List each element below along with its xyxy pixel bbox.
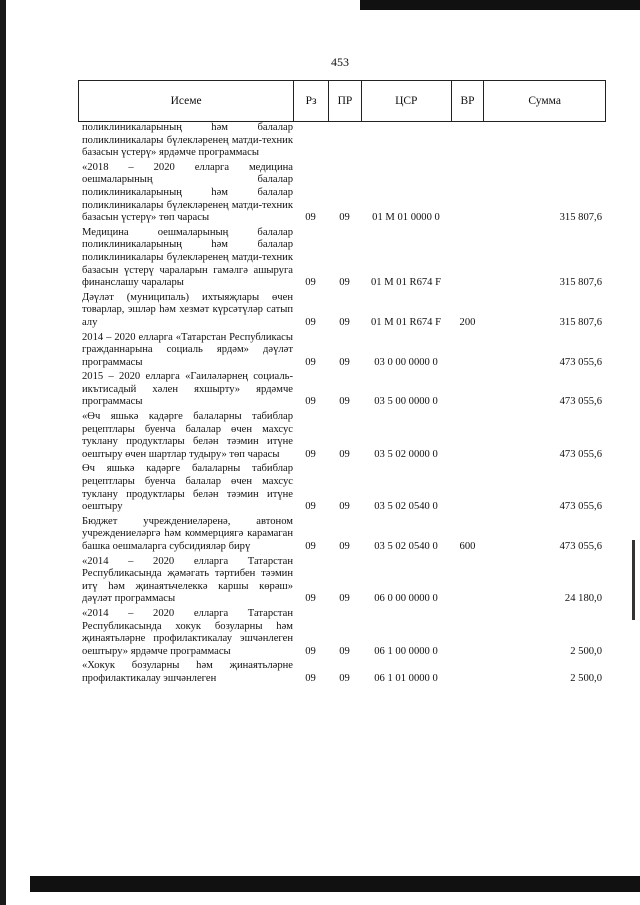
cell-sum: 24 180,0 bbox=[564, 593, 602, 605]
cell-sum: 315 807,6 bbox=[559, 212, 602, 224]
cell-sum: 473 055,6 bbox=[559, 448, 602, 460]
table-row bbox=[78, 463, 606, 513]
cell-csr: 01 М 01 R674 F bbox=[370, 277, 442, 289]
cell-pr: 09 bbox=[339, 593, 350, 605]
cell-name: Бюджет учреждениеләренә, автоном учреждениеләргә һәм коммерциягә карамаган башка оешмаларга субсидияләр бирү bbox=[82, 515, 293, 552]
scan-edge-top bbox=[360, 0, 640, 10]
cell-rz: 09 bbox=[305, 277, 316, 289]
cell-name: «Хокук бозуларны һәм җинаятьләрне профилактикалау эшчәнлеген bbox=[82, 660, 293, 684]
cell-rz: 09 bbox=[305, 212, 316, 224]
cell-pr: 09 bbox=[339, 356, 350, 368]
table-row bbox=[78, 516, 606, 554]
cell-pr: 09 bbox=[339, 501, 350, 513]
cell-vr: 200 bbox=[459, 316, 476, 328]
cell-rz: 09 bbox=[305, 448, 316, 460]
cell-name: 2014 – 2020 елларга «Татарстан Республикасы гражданнарына социаль ярдәм» дәүләт программасы bbox=[82, 331, 293, 368]
cell-sum: 473 055,6 bbox=[559, 356, 602, 368]
header-rz: Рз bbox=[293, 81, 328, 121]
table-body bbox=[78, 122, 606, 688]
cell-pr: 09 bbox=[339, 541, 350, 552]
table-row bbox=[78, 122, 606, 160]
cell-rz: 09 bbox=[305, 396, 316, 408]
cell-name: «Өч яшькә кадәрге балаларны табиблар рецептлары буенча балалар өчен махсус туклану продуктлары белән тәэмин итүне оештыру өчен шартлар тудыру» төп чарасы bbox=[82, 411, 293, 460]
cell-csr: 01 М 01 0000 0 bbox=[372, 212, 440, 224]
scan-edge-left bbox=[0, 0, 6, 905]
cell-pr: 09 bbox=[339, 448, 350, 460]
cell-sum: 2 500,0 bbox=[570, 645, 602, 657]
header-sum: Сумма bbox=[483, 81, 605, 121]
table-header bbox=[78, 80, 606, 122]
cell-rz: 09 bbox=[305, 645, 316, 657]
cell-csr: 06 0 00 0000 0 bbox=[374, 593, 438, 605]
table-row bbox=[78, 371, 606, 409]
cell-pr: 09 bbox=[339, 277, 350, 289]
table-row bbox=[78, 292, 606, 330]
table-row bbox=[78, 332, 606, 370]
scan-edge-bottom bbox=[30, 876, 640, 892]
table-row bbox=[78, 660, 606, 685]
cell-rz: 09 bbox=[305, 316, 316, 328]
cell-csr: 06 1 01 0000 0 bbox=[374, 672, 438, 684]
cell-pr: 09 bbox=[339, 672, 350, 684]
cell-csr: 06 1 00 0000 0 bbox=[374, 645, 438, 657]
cell-sum: 473 055,6 bbox=[559, 501, 602, 513]
cell-rz: 09 bbox=[305, 356, 316, 368]
header-pr: ПР bbox=[328, 81, 361, 121]
table-row bbox=[78, 227, 606, 290]
cell-sum: 473 055,6 bbox=[559, 396, 602, 408]
cell-name: «2014 – 2020 елларга Татарстан Республикасында хокук бозуларны һәм җинаятьләрне профилактикалау эшчәнлеген оештыру» ярдәмче программасы bbox=[82, 607, 293, 657]
cell-pr: 09 bbox=[339, 316, 350, 328]
table-row bbox=[78, 556, 606, 606]
cell-csr: 03 5 00 0000 0 bbox=[374, 396, 438, 408]
cell-name: Дәүләт (муниципаль) ихтыяҗлары өчен товарлар, эшләр һәм хезмәт күрсәтүләр сатып алу bbox=[82, 291, 293, 328]
cell-rz: 09 bbox=[305, 541, 316, 552]
cell-sum: 315 807,6 bbox=[559, 316, 602, 328]
cell-name: «2018 – 2020 елларга медицина оешмаларының балалар поликлиникаларының һәм балалар поликлиникалары бүлекләренең матди-техник базасын үстерү» төп чарасы bbox=[82, 161, 293, 224]
cell-name: поликлиникаларының һәм балалар поликлиникалары бүлекләренең матди-техник базасын үстерү» ярдәмче программасы bbox=[82, 122, 293, 159]
cell-name: Медицина оешмаларының балалар поликлиникаларының һәм балалар поликлиникалары бүлекләренең матди-техник базасын үстерү чараларын гамәлгә ашыруга финанслашу чаралары bbox=[82, 226, 293, 289]
cell-pr: 09 bbox=[339, 212, 350, 224]
cell-vr: 600 bbox=[459, 541, 476, 552]
cell-csr: 03 5 02 0540 0 bbox=[374, 501, 438, 513]
header-csr: ЦСР bbox=[361, 81, 451, 121]
header-vr: ВР bbox=[451, 81, 484, 121]
cell-name: 2015 – 2020 елларга «Гаиләләрнең социаль-икътисадый хәлен яхшырту» ярдәмче программасы bbox=[82, 371, 293, 408]
cell-sum: 315 807,6 bbox=[559, 277, 602, 289]
cell-csr: 03 0 00 0000 0 bbox=[374, 356, 438, 368]
cell-rz: 09 bbox=[305, 672, 316, 684]
header-name: Исеме bbox=[170, 95, 202, 107]
cell-name: «2014 – 2020 елларга Татарстан Республикасында җәмәгать тәртибен тәэмин итү һәм җинаятьчелеккә каршы көрәш» дәүләт программасы bbox=[82, 555, 293, 605]
cell-sum: 473 055,6 bbox=[559, 541, 602, 552]
page-number: 453 bbox=[331, 55, 349, 69]
cell-csr: 03 5 02 0000 0 bbox=[374, 448, 438, 460]
budget-table bbox=[78, 80, 606, 688]
cell-pr: 09 bbox=[339, 396, 350, 408]
scan-edge-right bbox=[632, 540, 635, 620]
cell-rz: 09 bbox=[305, 501, 316, 513]
cell-csr: 03 5 02 0540 0 bbox=[374, 541, 438, 552]
cell-csr: 01 М 01 R674 F bbox=[370, 316, 442, 328]
cell-pr: 09 bbox=[339, 645, 350, 657]
table-row bbox=[78, 411, 606, 461]
table-row bbox=[78, 162, 606, 225]
cell-rz: 09 bbox=[305, 593, 316, 605]
table-row bbox=[78, 608, 606, 658]
cell-name: Өч яшькә кадәрге балаларны табиблар рецептлары буенча балалар өчен махсус туклану продуктлары белән тәэмин итүне оештыру bbox=[82, 463, 293, 513]
cell-sum: 2 500,0 bbox=[570, 672, 602, 684]
